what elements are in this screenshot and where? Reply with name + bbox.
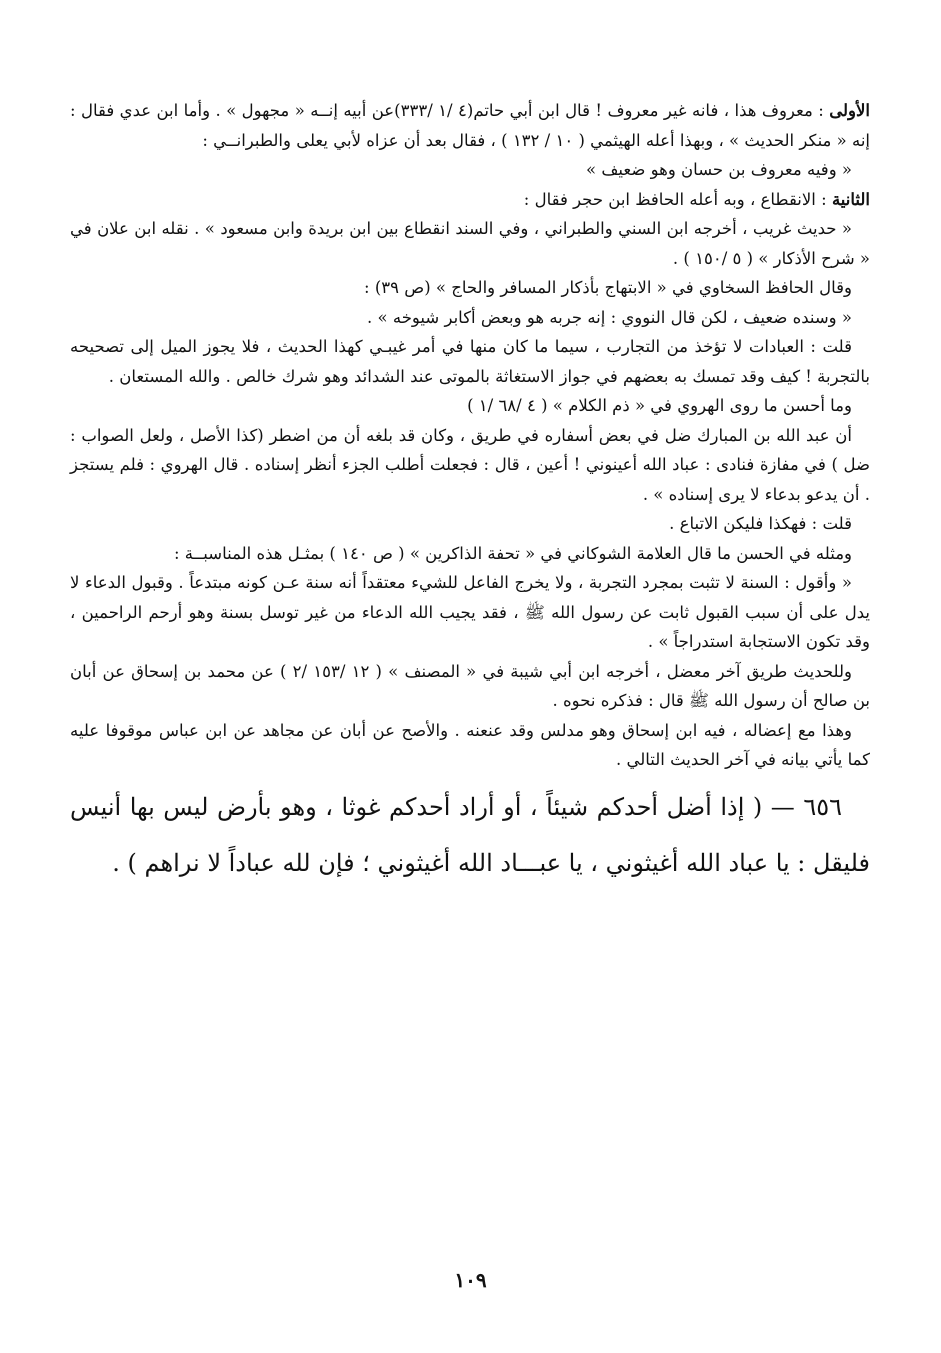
another-route: وللحديث طريق آخر معضل ، أخرجه ابن أبي شيبة في « المصنف » ( ١٢ /١٥٣ /٢ ) عن محمد بن إسحاق عن أبان بن صالح أن رسول الله ﷺ قال : فذكره نحوه . (70, 661, 870, 710)
hadith-text (70, 779, 870, 891)
second-label: الثانية (831, 189, 870, 209)
harawi-story: أن عبد الله بن المبارك ضل في بعض أسفاره في طريق ، وكان قد بلغه أن من اضطر (كذا الأصل ، ولعل الصواب : ضل ) في مفازة فنادى : عباد الله أعينوني ! أعين ، قال : فجعلت أطلب الجزء أنظر إسناده . قال الهروي : فلم يستجز . أن يدعو بدعاء لا يرى إسناده » . (70, 425, 870, 504)
quote-ibn-hajar: « حديث غريب ، أخرجه ابن السني والطبراني ، وفي السند انقطاع بين ابن بريدة وابن مسعود » . نقله ابن علان في « شرح الأذكار » ( ٥ /١٥٠ ) . (70, 219, 870, 268)
second-text: : الانقطاع ، وبه أعله الحافظ ابن حجر فقال : (523, 189, 827, 209)
quote-shawkani: « وأقول : السنة لا تثبت بمجرد التجربة ، ولا يخرج الفاعل للشيء معتقداً أنه سنة عـن كونه مبتدعاً . وقبول الدعاء لا يدل على أن سبب القبول ثابت عن رسول الله ﷺ ، فقد يجيب الله الدعاء من غير توسل بسنة وهو أرحم الراحمين ، وقد تكون الاستجابة استدراجاً » . (70, 573, 870, 651)
paragraph-second-cause (70, 185, 870, 215)
harawi-intro: وما أحسن ما روى الهروي في « ذم الكلام » ( ٤ /٦٨ /١ ) (467, 396, 852, 415)
page-number: ١٠٩ (454, 1268, 487, 1292)
shawkani-intro: ومثله في الحسن ما قال العلامة الشوكاني في « تحفة الذاكرين » ( ص ١٤٠ ) بمثـل هذه المناسبــة : (173, 543, 852, 563)
hadith-dash: — (770, 792, 795, 821)
comment-ittiba: قلت : فهكذا فليكن الاتباع . (669, 514, 852, 533)
quote-sakhawi: « وسنده ضعيف ، لكن قال النووي : إنه جربه هو وبعض أكابر شيوخه » . (367, 307, 852, 327)
comment-tajarib: قلت : العبادات لا تؤخذ من التجارب ، سيما ما كان منها في أمر غيبـي كهذا الحديث ، فلا يجوز الميل إلى تصحيحه بالتجربة ! كيف وقد تمسك به بعضهم في جواز الاستغاثة بالموتى عند الشدائد وهو شرك خالص . والله المستعان . (70, 337, 870, 386)
document-page (70, 96, 870, 891)
first-text: : معروف هذا ، فانه غير معروف ! قال ابن أبي حاتم(٤ /١ /٣٣٣)عن أبيه إنــه « مجهول » . وأما ابن عدي فقال : إنه « منكر الحديث » ، وبهذا أعله الهيثمي ( ١٠ / ١٣٢ ) ، فقال بعد أن عزاه لأبي يعلى والطبرانــي : (70, 101, 870, 150)
first-label: الأولى (829, 101, 870, 120)
hadith-number: ٦٥٦ (803, 792, 842, 821)
quote-haythami: « وفيه معروف بن حسان وهو ضعيف » (586, 160, 852, 179)
paragraph-first-cause (70, 96, 870, 155)
hadith-body: ( إذا أضل أحدكم شيئاً ، أو أراد أحدكم غوثا ، وهو بأرض ليس بها أنيس فليقل : يا عباد الله أغيثوني ، يا عبـــاد الله أغيثوني ؛ فإن لله عباداً لا نراهم ) . (70, 792, 870, 877)
sakhawi-intro: وقال الحافظ السخاوي في « الابتهاج بأذكار المسافر والحاج » (ص ٣٩) : (364, 278, 852, 297)
final-note: وهذا مع إعضاله ، فيه ابن إسحاق وهو مدلس وقد عنعنه . والأصح عن أبان عن مجاهد عن ابن عباس موقوفا عليه كما يأتي بيانه في آخر الحديث التالي . (70, 720, 870, 769)
